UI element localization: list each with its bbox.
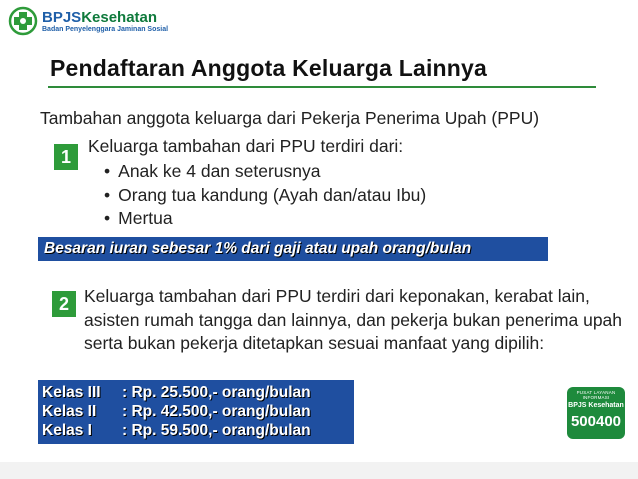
logo-tagline: Badan Penyelenggara Jaminan Sosial xyxy=(42,25,169,33)
kelas-label: Kelas I xyxy=(42,422,92,439)
section-2-number: 2 xyxy=(52,291,76,317)
bpjs-logo-icon xyxy=(8,6,38,36)
kelas-label: Kelas II xyxy=(42,403,97,420)
bpjs-logo xyxy=(8,6,168,36)
kelas-row xyxy=(42,402,354,421)
footer-strip xyxy=(0,462,638,479)
bullet-item: • Mertua xyxy=(104,207,426,231)
title-divider xyxy=(48,86,596,88)
call-center-badge xyxy=(567,387,625,439)
kelas-value: : Rp. 59.500,- orang/bulan xyxy=(122,422,311,439)
logo-brand-b: Kesehatan xyxy=(81,8,158,26)
section-1-text: Keluarga tambahan dari PPU terdiri dari: xyxy=(88,136,404,156)
badge-brand: BPJS Kesehatan xyxy=(568,402,624,409)
bullet-item: • Orang tua kandung (Ayah dan/atau Ibu) xyxy=(104,184,426,208)
iuran-banner: Besaran iuran sebesar 1% dari gaji atau upah orang/bulan xyxy=(38,237,548,261)
badge-number: 500400 xyxy=(570,413,622,430)
kelas-box xyxy=(38,380,354,444)
kelas-label: Kelas III xyxy=(42,384,101,401)
kelas-value: : Rp. 25.500,- orang/bulan xyxy=(122,384,311,401)
bullet-item: • Anak ke 4 dan seterusnya xyxy=(104,160,426,184)
section-2-text: Keluarga tambahan dari PPU terdiri dari keponakan, kerabat lain, asisten rumah tangga dan lainnya, dan pekerja bukan penerima upah serta bukan pekerja ditetapkan sesuai manfaat yang dipilih: xyxy=(84,286,623,353)
logo-brand-a: BPJS xyxy=(42,8,82,26)
badge-top-text: PUSAT LAYANAN INFORMASI xyxy=(576,390,616,400)
subtitle: Tambahan anggota keluarga dari Pekerja Penerima Upah (PPU) xyxy=(40,108,540,128)
page-title: Pendaftaran Anggota Keluarga Lainnya xyxy=(50,55,488,81)
kelas-value: : Rp. 42.500,- orang/bulan xyxy=(122,403,311,420)
section-1-bullet-list xyxy=(104,160,426,231)
kelas-row xyxy=(42,421,354,440)
section-1-number: 1 xyxy=(54,144,78,170)
kelas-row xyxy=(42,383,354,402)
logo-name xyxy=(42,10,168,25)
